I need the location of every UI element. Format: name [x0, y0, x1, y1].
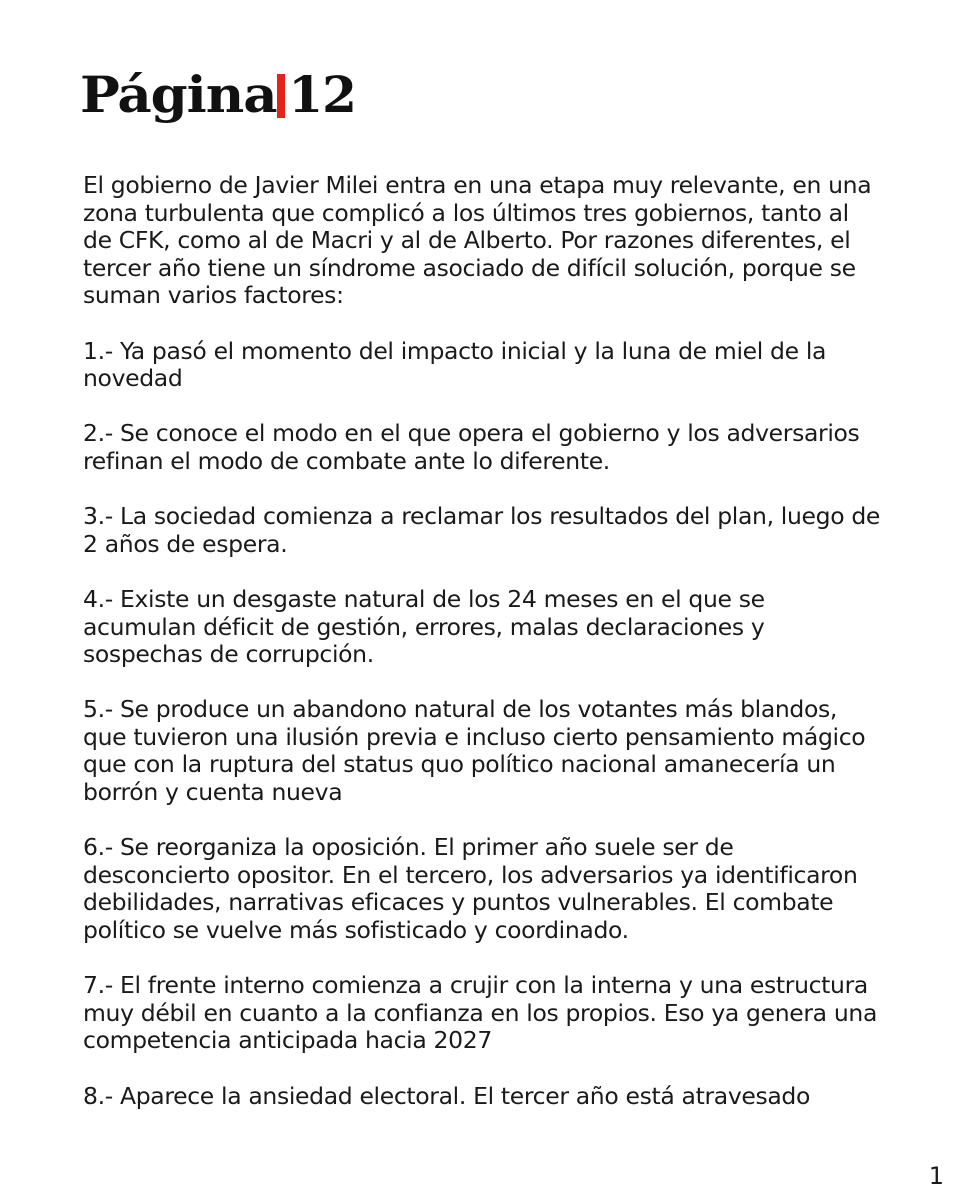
logo-wordmark: Página: [80, 65, 277, 124]
logo-red-bar: [277, 74, 285, 118]
factor-8: 8.- Aparece la ansiedad electoral. El tercer año está atravesado: [83, 1081, 811, 1110]
page-number: 1: [928, 1162, 944, 1190]
factor-2: 2.- Se conoce el modo en el que opera el gobierno y los adversarios refinan el modo de combate ante lo diferente.: [83, 419, 860, 475]
factor-3: 3.- La sociedad comienza a reclamar los resultados del plan, luego de 2 años de espera.: [83, 502, 881, 558]
intro-paragraph: El gobierno de Javier Milei entra en una etapa muy relevante, en una zona turbulenta que complicó a los últimos tres gobiernos, tanto al de CFK, como al de Macri y al de Alberto. Por razones diferentes, el tercer año tiene un síndrome asociado de difícil solución, porque se suman varios factores:: [83, 171, 872, 310]
factor-7: 7.- El frente interno comienza a crujir con la interna y una estructura muy débil en cuanto a la confianza en los propios. Eso ya genera una competencia anticipada hacia 2027: [83, 971, 877, 1055]
factor-1: 1.- Ya pasó el momento del impacto inicial y la luna de miel de la novedad: [83, 336, 827, 393]
factor-5: 5.- Se produce un abandono natural de los votantes más blandos, que tuvieron una ilusión previa e incluso cierto pensamiento mágico que con la ruptura del status quo político nacional amanecería un borrón y cuenta nueva: [83, 695, 866, 807]
factor-6: 6.- Se reorganiza la oposición. El primer año suele ser de desconcierto opositor. En el tercero, los adversarios ya identificaron debilidades, narrativas eficaces y puntos vulnerables. El combate político se vuelve más sofisticado y coordinado.: [83, 833, 858, 945]
factor-4: 4.- Existe un desgaste natural de los 24 meses en el que se acumulan déficit de gestión, errores, malas declaraciones y sospechas de corrupción.: [83, 584, 765, 669]
logo-number: 12: [288, 65, 356, 124]
pagina12-logo: [80, 65, 356, 132]
article-body: [83, 172, 883, 1138]
